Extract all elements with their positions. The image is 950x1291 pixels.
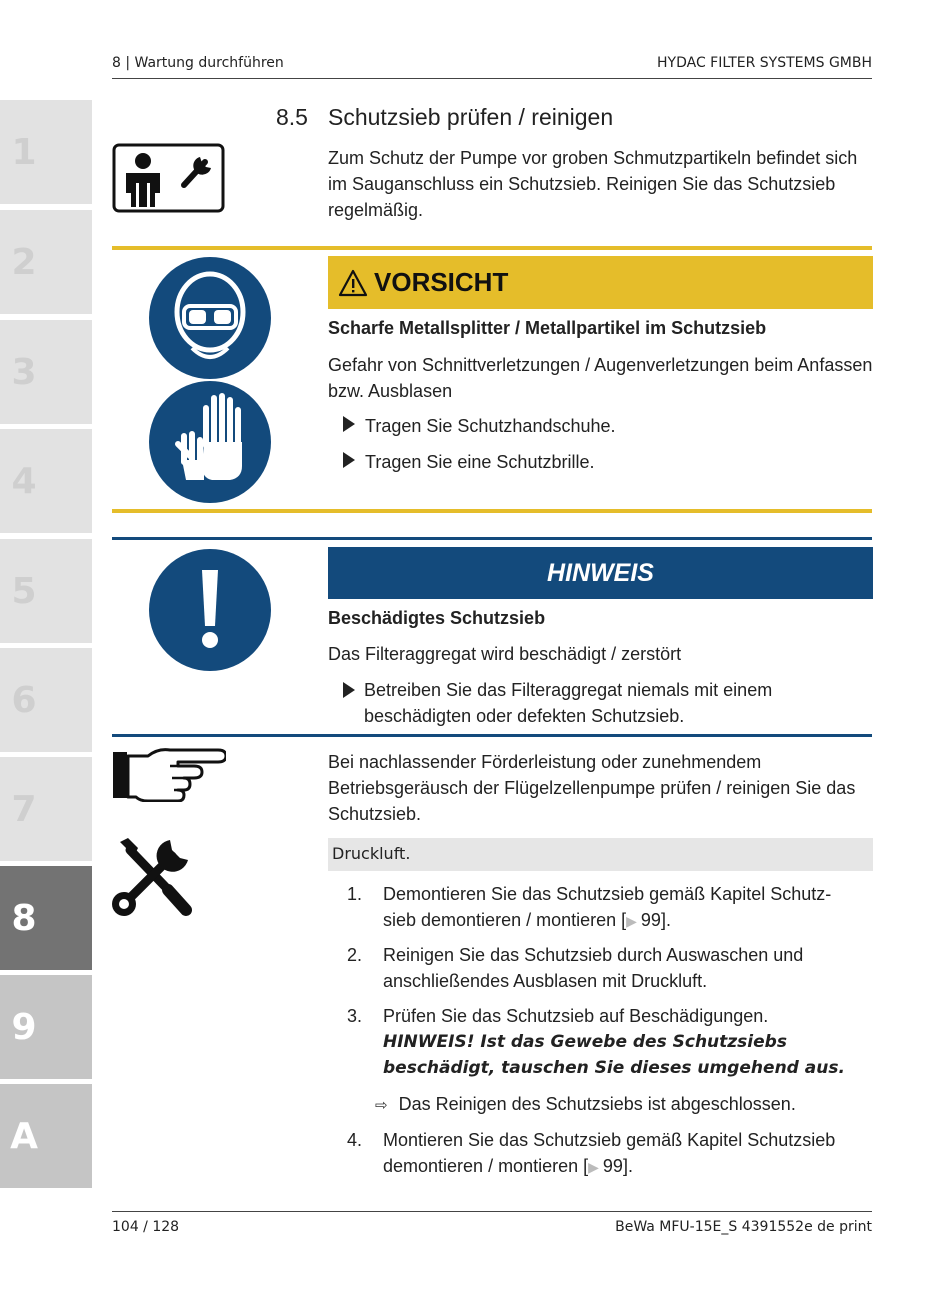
notice-top-bar [112,537,872,540]
notice-text: Das Filteraggregat wird beschädigt / zerstört [328,644,682,664]
warning-triangle-icon [338,269,368,297]
eye-protection-icon [148,256,272,380]
section-title: Schutzsieb prüfen / reinigen [328,104,614,130]
action-arrow-icon [343,682,355,698]
tab-4[interactable]: 4 [0,429,92,533]
step-3-result: ⇨ Das Reinigen des Schutzsiebs ist abgeschlossen. [375,1094,796,1114]
pointing-hand-icon [112,746,226,802]
page-link-arrow-icon[interactable]: ▶ [626,913,637,929]
tab-7[interactable]: 7 [0,757,92,861]
mandatory-action-icon [148,548,272,672]
hand-protection-icon [148,380,272,504]
tab-9[interactable]: 9 [0,975,92,1079]
tools-icon [112,836,192,916]
caution-text: Gefahr von Schnittverletzungen / Augenverletzungen beim Anfassen bzw. Ausblasen [328,355,873,401]
hint-text: Bei nachlassender Förderleistung oder zunehmendem Betriebsgeräusch der Flügelzellenpumpe prüfen / reinigen Sie das Schutzsieb. [328,752,856,824]
tab-1[interactable]: 1 [0,100,92,204]
page-reference-link[interactable]: 99 [602,1156,623,1176]
tools-label: Druckluft. [332,844,411,863]
tab-2[interactable]: 2 [0,210,92,314]
footer-document-id: BeWa MFU-15E_S 4391552e de print [615,1219,872,1235]
tab-6[interactable]: 6 [0,648,92,752]
section-number: 8.5 [276,104,308,130]
tab-3[interactable]: 3 [0,320,92,424]
footer-page-number: 104 / 128 [112,1219,180,1235]
step-2: 2. Reinigen Sie das Schutzsieb durch Auswaschen und anschließendes Ausblasen mit Druckluft. [347,945,804,991]
tab-5[interactable]: 5 [0,539,92,643]
header-chapter: 8 | Wartung durchführen [112,55,284,71]
caution-top-bar [112,246,872,250]
step-3-notice: HINWEIS! Ist das Gewebe des Schutzsiebs beschädigt, tauschen Sie dieses umgehend aus. [383,1032,845,1078]
step-4: 4. Montieren Sie das Schutzsieb gemäß Kapitel Schutzsieb demontieren / montieren [▶ 99]. [347,1130,836,1176]
caution-signal-banner [328,256,873,309]
result-arrow-icon: ⇨ [375,1097,388,1114]
header-rule [112,78,872,79]
maintenance-personnel-icon [112,143,226,213]
notice-bottom-bar [112,734,872,737]
page-reference-link[interactable]: 99 [640,910,661,930]
caution-label: VORSICHT [374,267,509,297]
section-intro: Zum Schutz der Pumpe vor groben Schmutzpartikeln befindet sich im Sauganschluss ein Schutzsieb. Reinigen Sie das Schutzsieb regelmäßig. [328,148,858,220]
tools-material-box [328,838,873,871]
tab-8-active[interactable]: 8 [0,866,92,970]
header-company: HYDAC FILTER SYSTEMS GMBH [657,55,872,71]
caution-action-1: Tragen Sie Schutzhandschuhe. [343,413,616,439]
caution-heading: Scharfe Metallsplitter / Metallpartikel im Schutzsieb [328,318,767,338]
action-arrow-icon [343,452,355,468]
notice-signal-banner [328,547,873,599]
page-link-arrow-icon[interactable]: ▶ [588,1159,599,1175]
tab-a[interactable]: A [0,1084,92,1188]
step-1: 1. Demontieren Sie das Schutzsieb gemäß Kapitel Schutz- sieb demontieren / montieren [▶ 99]. [347,884,832,930]
action-arrow-icon [343,416,355,432]
caution-bottom-bar [112,509,872,513]
footer-rule [112,1211,872,1212]
notice-heading: Beschädigtes Schutzsieb [328,608,546,628]
notice-label: HINWEIS [547,558,654,587]
step-3: 3. Prüfen Sie das Schutzsieb auf Beschädigungen. HINWEIS! Ist das Gewebe des Schutzsiebs beschädigt, tauschen Sie dieses umgehend aus. ⇨ Das Reinigen des Schutzsiebs ist abgeschlossen. [347,1003,872,1115]
caution-action-2: Tragen Sie eine Schutzbrille. [343,449,594,475]
